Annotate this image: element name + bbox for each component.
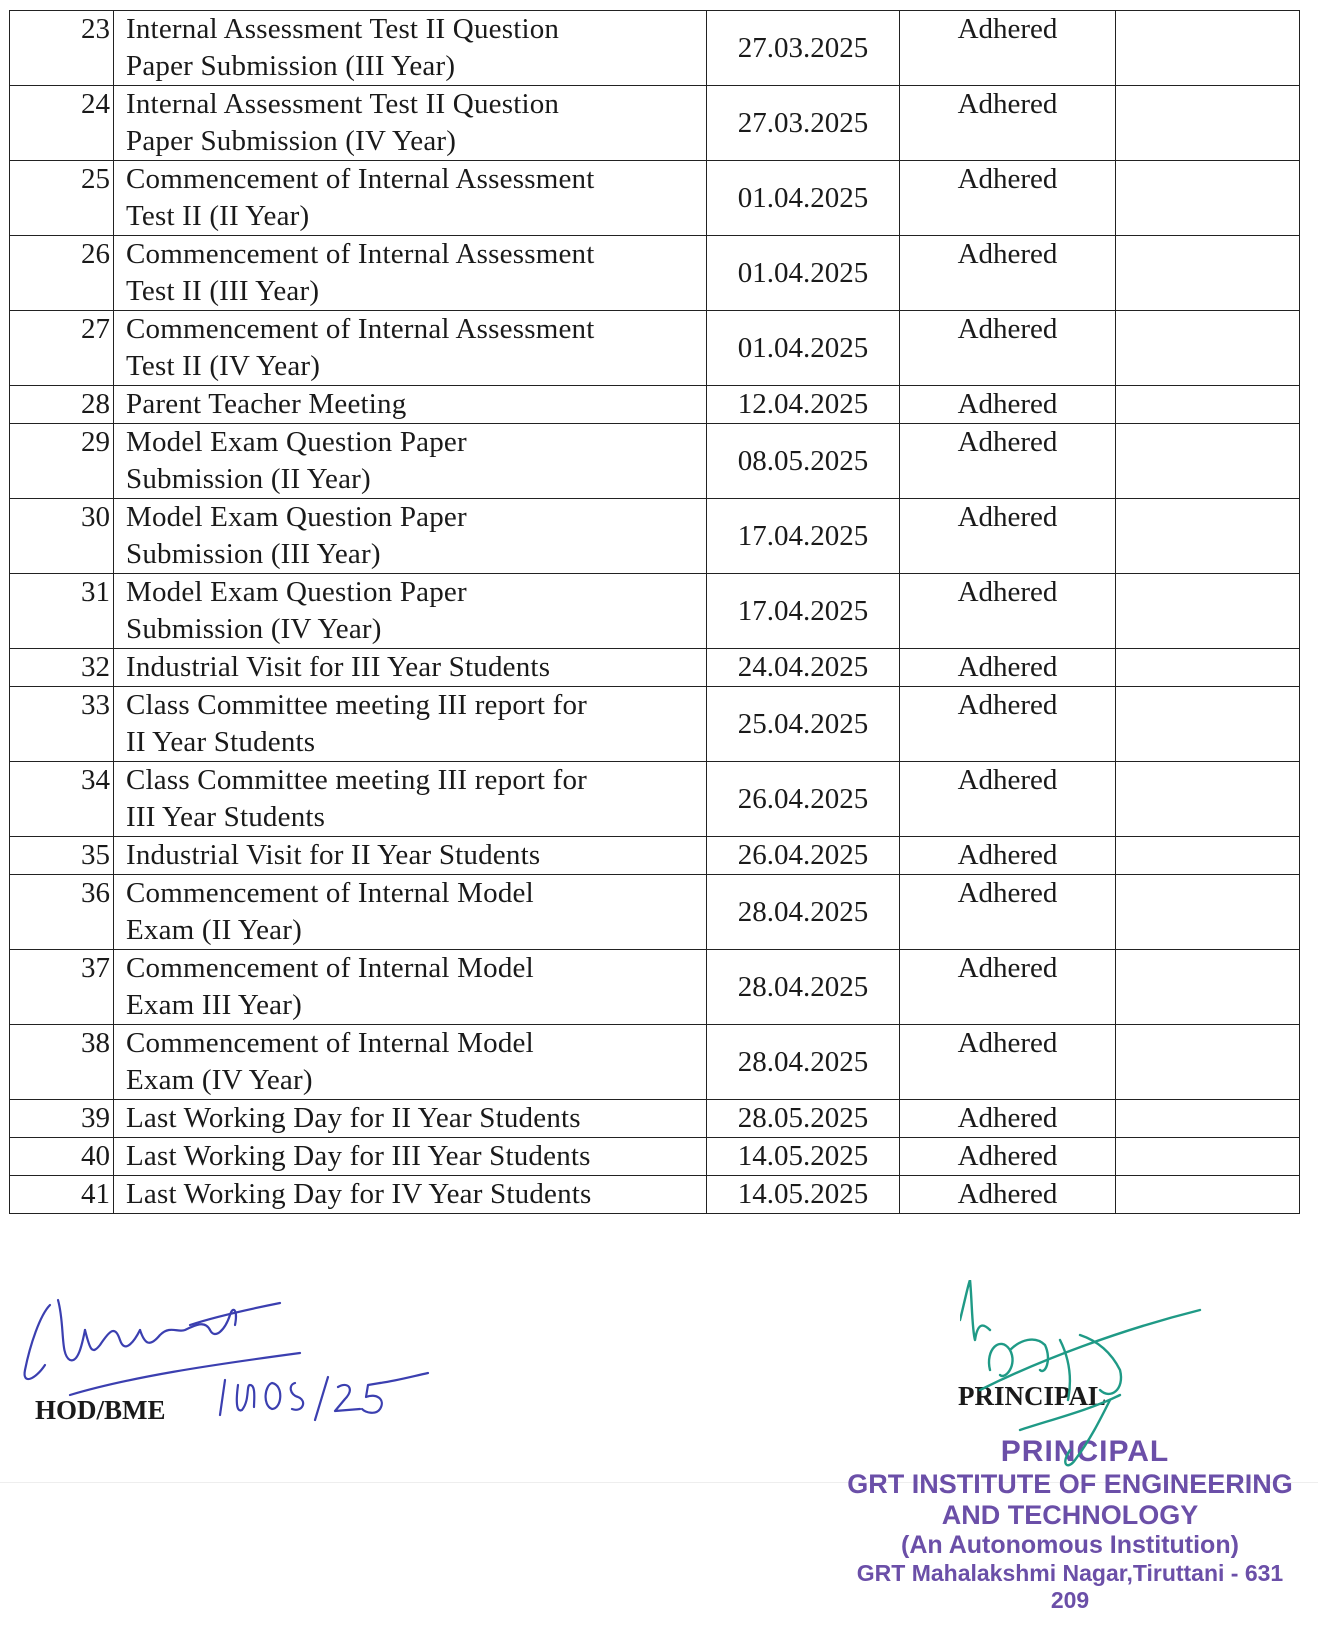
activity-cell: [114, 386, 707, 424]
schedule-body: [10, 11, 1300, 1214]
table-row: [10, 1176, 1300, 1214]
date-cell: 24.04.2025: [707, 649, 900, 687]
activity-line-1: Commencement of Internal Assessment: [126, 238, 595, 270]
date-cell: 27.03.2025: [707, 11, 900, 86]
activity-line-2: Test II (II Year): [126, 200, 310, 232]
serial-number: 24: [10, 86, 114, 161]
table-row: [10, 386, 1300, 424]
status-cell: Adhered: [900, 311, 1116, 386]
status-cell: Adhered: [900, 837, 1116, 875]
activity-cell: [114, 499, 707, 574]
activity-cell: [114, 1176, 707, 1214]
status-cell: Adhered: [900, 386, 1116, 424]
remarks-cell: [1116, 311, 1300, 386]
activity-cell: [114, 424, 707, 499]
activity-line-2: Test II (IV Year): [126, 350, 321, 382]
serial-number: 28: [10, 386, 114, 424]
status-cell: Adhered: [900, 649, 1116, 687]
activity-line-1: Commencement of Internal Assessment: [126, 313, 595, 345]
activity-line-1: Commencement of Internal Model: [126, 952, 534, 984]
status-cell: Adhered: [900, 1025, 1116, 1100]
serial-number: 27: [10, 311, 114, 386]
seal-line-3: (An Autonomous Institution): [901, 1531, 1239, 1559]
schedule-table: [9, 10, 1300, 1214]
remarks-cell: [1116, 161, 1300, 236]
serial-number: 36: [10, 875, 114, 950]
serial-number: 30: [10, 499, 114, 574]
activity-line-1: Last Working Day for III Year Students: [126, 1140, 591, 1172]
serial-number: 38: [10, 1025, 114, 1100]
activity-line-1: Parent Teacher Meeting: [126, 388, 407, 420]
remarks-cell: [1116, 1138, 1300, 1176]
status-cell: Adhered: [900, 762, 1116, 837]
date-cell: 25.04.2025: [707, 687, 900, 762]
status-cell: Adhered: [900, 1176, 1116, 1214]
status-cell: Adhered: [900, 687, 1116, 762]
remarks-cell: [1116, 1176, 1300, 1214]
activity-line-1: Industrial Visit for III Year Students: [126, 651, 551, 683]
table-row: [10, 574, 1300, 649]
table-row: [10, 86, 1300, 161]
status-cell: Adhered: [900, 161, 1116, 236]
activity-line-2: III Year Students: [126, 801, 326, 833]
serial-number: 41: [10, 1176, 114, 1214]
remarks-cell: [1116, 875, 1300, 950]
serial-number: 32: [10, 649, 114, 687]
serial-number: 33: [10, 687, 114, 762]
activity-cell: [114, 86, 707, 161]
remarks-cell: [1116, 762, 1300, 837]
remarks-cell: [1116, 499, 1300, 574]
activity-line-2: Paper Submission (III Year): [126, 50, 456, 82]
table-row: [10, 950, 1300, 1025]
table-row: [10, 649, 1300, 687]
principal-label: PRINCIPAL: [958, 1381, 1106, 1411]
activity-line-1: Model Exam Question Paper: [126, 576, 467, 608]
date-cell: 17.04.2025: [707, 499, 900, 574]
table-row: [10, 762, 1300, 837]
status-cell: Adhered: [900, 424, 1116, 499]
activity-line-1: Class Committee meeting III report for: [126, 764, 588, 796]
date-cell: 28.04.2025: [707, 875, 900, 950]
activity-line-1: Last Working Day for II Year Students: [126, 1102, 581, 1134]
activity-cell: [114, 875, 707, 950]
activity-line-1: Commencement of Internal Assessment: [126, 163, 595, 195]
activity-line-1: Internal Assessment Test II Question: [126, 13, 560, 45]
status-cell: Adhered: [900, 574, 1116, 649]
table-row: [10, 875, 1300, 950]
serial-number: 34: [10, 762, 114, 837]
activity-line-1: Commencement of Internal Model: [126, 1027, 534, 1059]
activity-line-2: Submission (IV Year): [126, 613, 382, 645]
remarks-cell: [1116, 1100, 1300, 1138]
activity-cell: [114, 762, 707, 837]
activity-line-1: Last Working Day for IV Year Students: [126, 1178, 592, 1210]
activity-cell: [114, 1100, 707, 1138]
status-cell: Adhered: [900, 499, 1116, 574]
status-cell: Adhered: [900, 86, 1116, 161]
remarks-cell: [1116, 1025, 1300, 1100]
remarks-cell: [1116, 837, 1300, 875]
remarks-cell: [1116, 649, 1300, 687]
table-row: [10, 311, 1300, 386]
remarks-cell: [1116, 236, 1300, 311]
activity-line-1: Internal Assessment Test II Question: [126, 88, 560, 120]
date-cell: 01.04.2025: [707, 161, 900, 236]
activity-line-2: Test II (III Year): [126, 275, 320, 307]
activity-line-2: Exam III Year): [126, 989, 302, 1021]
activity-line-2: Submission (III Year): [126, 538, 381, 570]
activity-cell: [114, 311, 707, 386]
date-cell: 17.04.2025: [707, 574, 900, 649]
date-cell: 28.04.2025: [707, 950, 900, 1025]
date-cell: 28.05.2025: [707, 1100, 900, 1138]
date-cell: 14.05.2025: [707, 1176, 900, 1214]
date-cell: 12.04.2025: [707, 386, 900, 424]
activity-line-2: Submission (II Year): [126, 463, 371, 495]
activity-cell: [114, 837, 707, 875]
serial-number: 23: [10, 11, 114, 86]
table-row: [10, 837, 1300, 875]
status-cell: Adhered: [900, 950, 1116, 1025]
date-cell: 01.04.2025: [707, 236, 900, 311]
remarks-cell: [1116, 424, 1300, 499]
remarks-cell: [1116, 574, 1300, 649]
date-cell: 26.04.2025: [707, 837, 900, 875]
remarks-cell: [1116, 687, 1300, 762]
activity-cell: [114, 236, 707, 311]
activity-cell: [114, 950, 707, 1025]
serial-number: 31: [10, 574, 114, 649]
activity-line-2: Exam (II Year): [126, 914, 302, 946]
date-cell: 14.05.2025: [707, 1138, 900, 1176]
remarks-cell: [1116, 386, 1300, 424]
date-cell: 26.04.2025: [707, 762, 900, 837]
table-row: [10, 424, 1300, 499]
activity-line-2: Exam (IV Year): [126, 1064, 313, 1096]
status-cell: Adhered: [900, 875, 1116, 950]
activity-line-2: Paper Submission (IV Year): [126, 125, 457, 157]
activity-cell: [114, 574, 707, 649]
date-cell: 08.05.2025: [707, 424, 900, 499]
activity-line-2: II Year Students: [126, 726, 316, 758]
status-cell: Adhered: [900, 1100, 1116, 1138]
remarks-cell: [1116, 11, 1300, 86]
table-row: [10, 236, 1300, 311]
activity-line-1: Class Committee meeting III report for: [126, 689, 588, 721]
seal-line-1: GRT INSTITUTE OF ENGINEERING: [847, 1469, 1293, 1499]
table-row: [10, 1025, 1300, 1100]
date-cell: 01.04.2025: [707, 311, 900, 386]
activity-cell: [114, 649, 707, 687]
remarks-cell: [1116, 950, 1300, 1025]
date-cell: 28.04.2025: [707, 1025, 900, 1100]
table-row: [10, 1100, 1300, 1138]
activity-cell: [114, 161, 707, 236]
serial-number: 40: [10, 1138, 114, 1176]
remarks-cell: [1116, 86, 1300, 161]
seal-title: PRINCIPAL: [1000, 1435, 1170, 1468]
table-row: [10, 161, 1300, 236]
status-cell: Adhered: [900, 236, 1116, 311]
table-row: [10, 687, 1300, 762]
hod-label: HOD/BME: [35, 1395, 166, 1425]
date-cell: 27.03.2025: [707, 86, 900, 161]
seal-line-4: GRT Mahalakshmi Nagar,Tiruttani - 631 209: [856, 1560, 1284, 1613]
status-cell: Adhered: [900, 11, 1116, 86]
table-row: [10, 499, 1300, 574]
activity-cell: [114, 11, 707, 86]
serial-number: 29: [10, 424, 114, 499]
serial-number: 35: [10, 837, 114, 875]
serial-number: 37: [10, 950, 114, 1025]
table-row: [10, 11, 1300, 86]
activity-cell: [114, 687, 707, 762]
serial-number: 39: [10, 1100, 114, 1138]
activity-line-1: Model Exam Question Paper: [126, 426, 467, 458]
serial-number: 25: [10, 161, 114, 236]
seal-line-2: AND TECHNOLOGY: [941, 1500, 1199, 1530]
activity-line-1: Commencement of Internal Model: [126, 877, 534, 909]
serial-number: 26: [10, 236, 114, 311]
activity-cell: [114, 1025, 707, 1100]
activity-line-1: Model Exam Question Paper: [126, 501, 467, 533]
principal-signature: [960, 1280, 1260, 1500]
status-cell: Adhered: [900, 1138, 1116, 1176]
activity-cell: [114, 1138, 707, 1176]
table-row: [10, 1138, 1300, 1176]
activity-line-1: Industrial Visit for II Year Students: [126, 839, 541, 871]
